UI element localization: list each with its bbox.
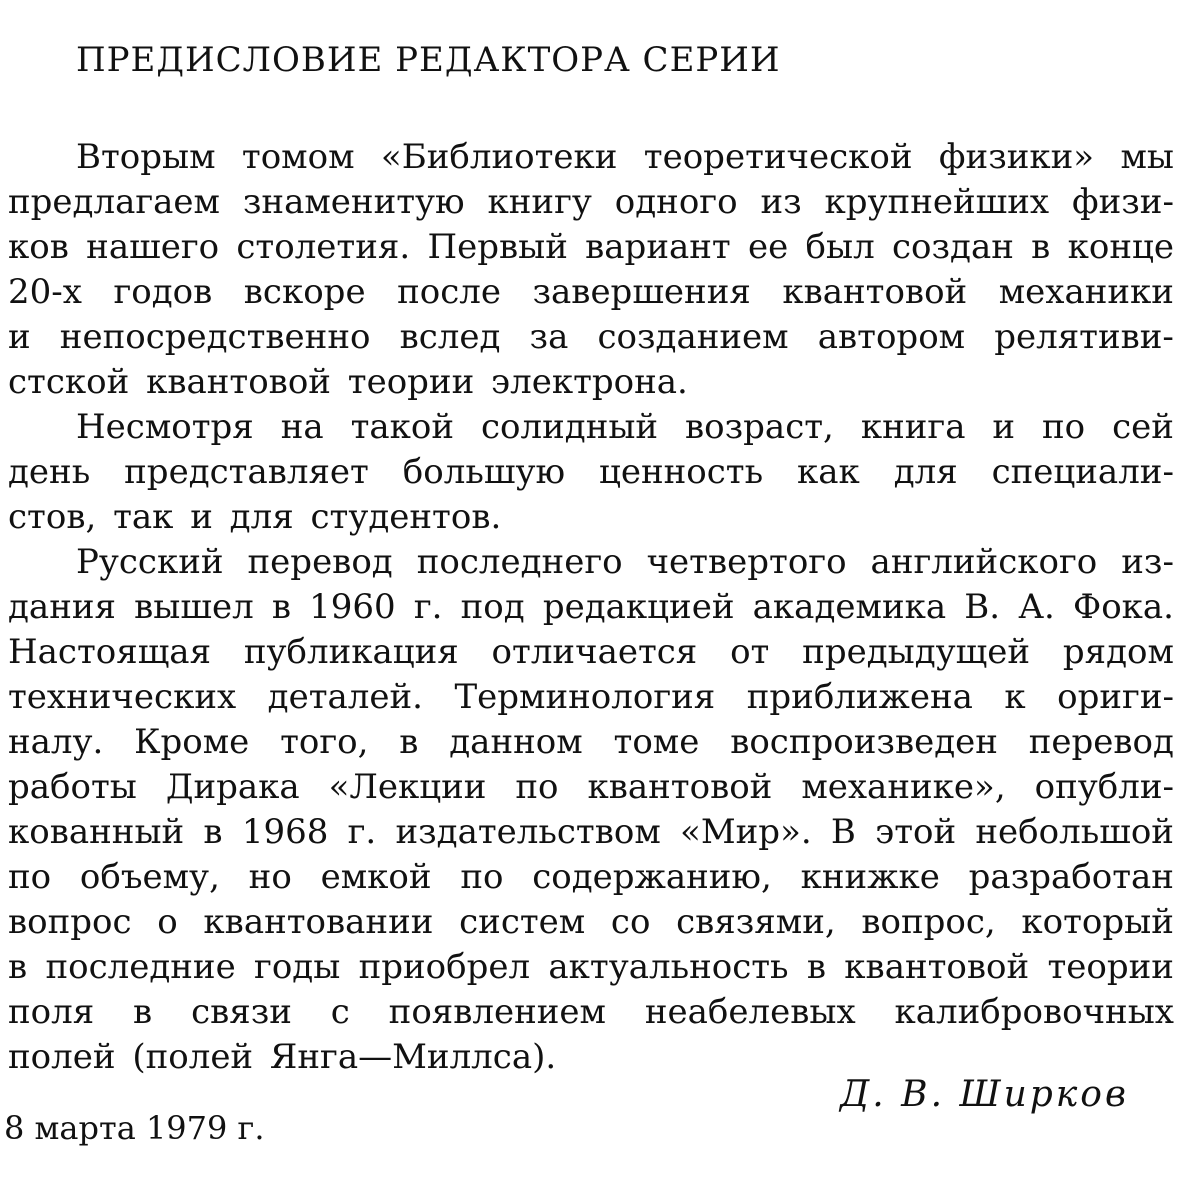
page-heading: ПРЕДИСЛОВИЕ РЕДАКТОРА СЕРИИ: [76, 40, 781, 80]
text-line: по объему, но емкой по содержанию, книжке разработан: [8, 857, 1174, 897]
preface-body: [8, 135, 1174, 1080]
date-line: 8 марта 1979 г.: [4, 1109, 265, 1147]
text-line: в последние годы приобрел актуальность в квантовой теории: [8, 947, 1174, 987]
text-line: Настоящая публикация отличается от предыдущей рядом: [8, 632, 1174, 672]
text-line: кованный в 1968 г. издательством «Мир». В этой небольшой: [8, 812, 1174, 852]
author-signature: Д. В. Ширков: [840, 1074, 1129, 1115]
text-line: работы Дирака «Лекции по квантовой механике», опубли-: [8, 767, 1174, 807]
text-line: Вторым томом «Библиотеки теоретической физики» мы: [76, 137, 1174, 177]
text-line: налу. Кроме того, в данном томе воспроизведен перевод: [8, 722, 1174, 762]
text-line: полей (полей Янга—Миллса).: [8, 1037, 557, 1077]
text-line: стов, так и для студентов.: [8, 497, 502, 537]
text-line: вопрос о квантовании систем со связями, вопрос, который: [8, 902, 1174, 942]
text-line: Несмотря на такой солидный возраст, книга и по сей: [76, 407, 1174, 447]
text-line: технических деталей. Терминология приближена к ориги-: [8, 677, 1174, 717]
text-line: предлагаем знаменитую книгу одного из крупнейших физи-: [8, 182, 1174, 222]
text-line: и непосредственно вслед за созданием автором релятиви-: [8, 317, 1174, 357]
text-line: Русский перевод последнего четвертого английского из-: [76, 542, 1174, 582]
text-line: дания вышел в 1960 г. под редакцией академика В. А. Фока.: [8, 587, 1174, 627]
text-line: 20-х годов вскоре после завершения квантовой механики: [8, 272, 1174, 312]
text-line: ков нашего столетия. Первый вариант ее был создан в конце: [8, 227, 1174, 267]
text-line: день представляет большую ценность как для специали-: [8, 452, 1174, 492]
text-line: стской квантовой теории электрона.: [8, 362, 688, 402]
text-line: поля в связи с появлением неабелевых калибровочных: [8, 992, 1174, 1032]
